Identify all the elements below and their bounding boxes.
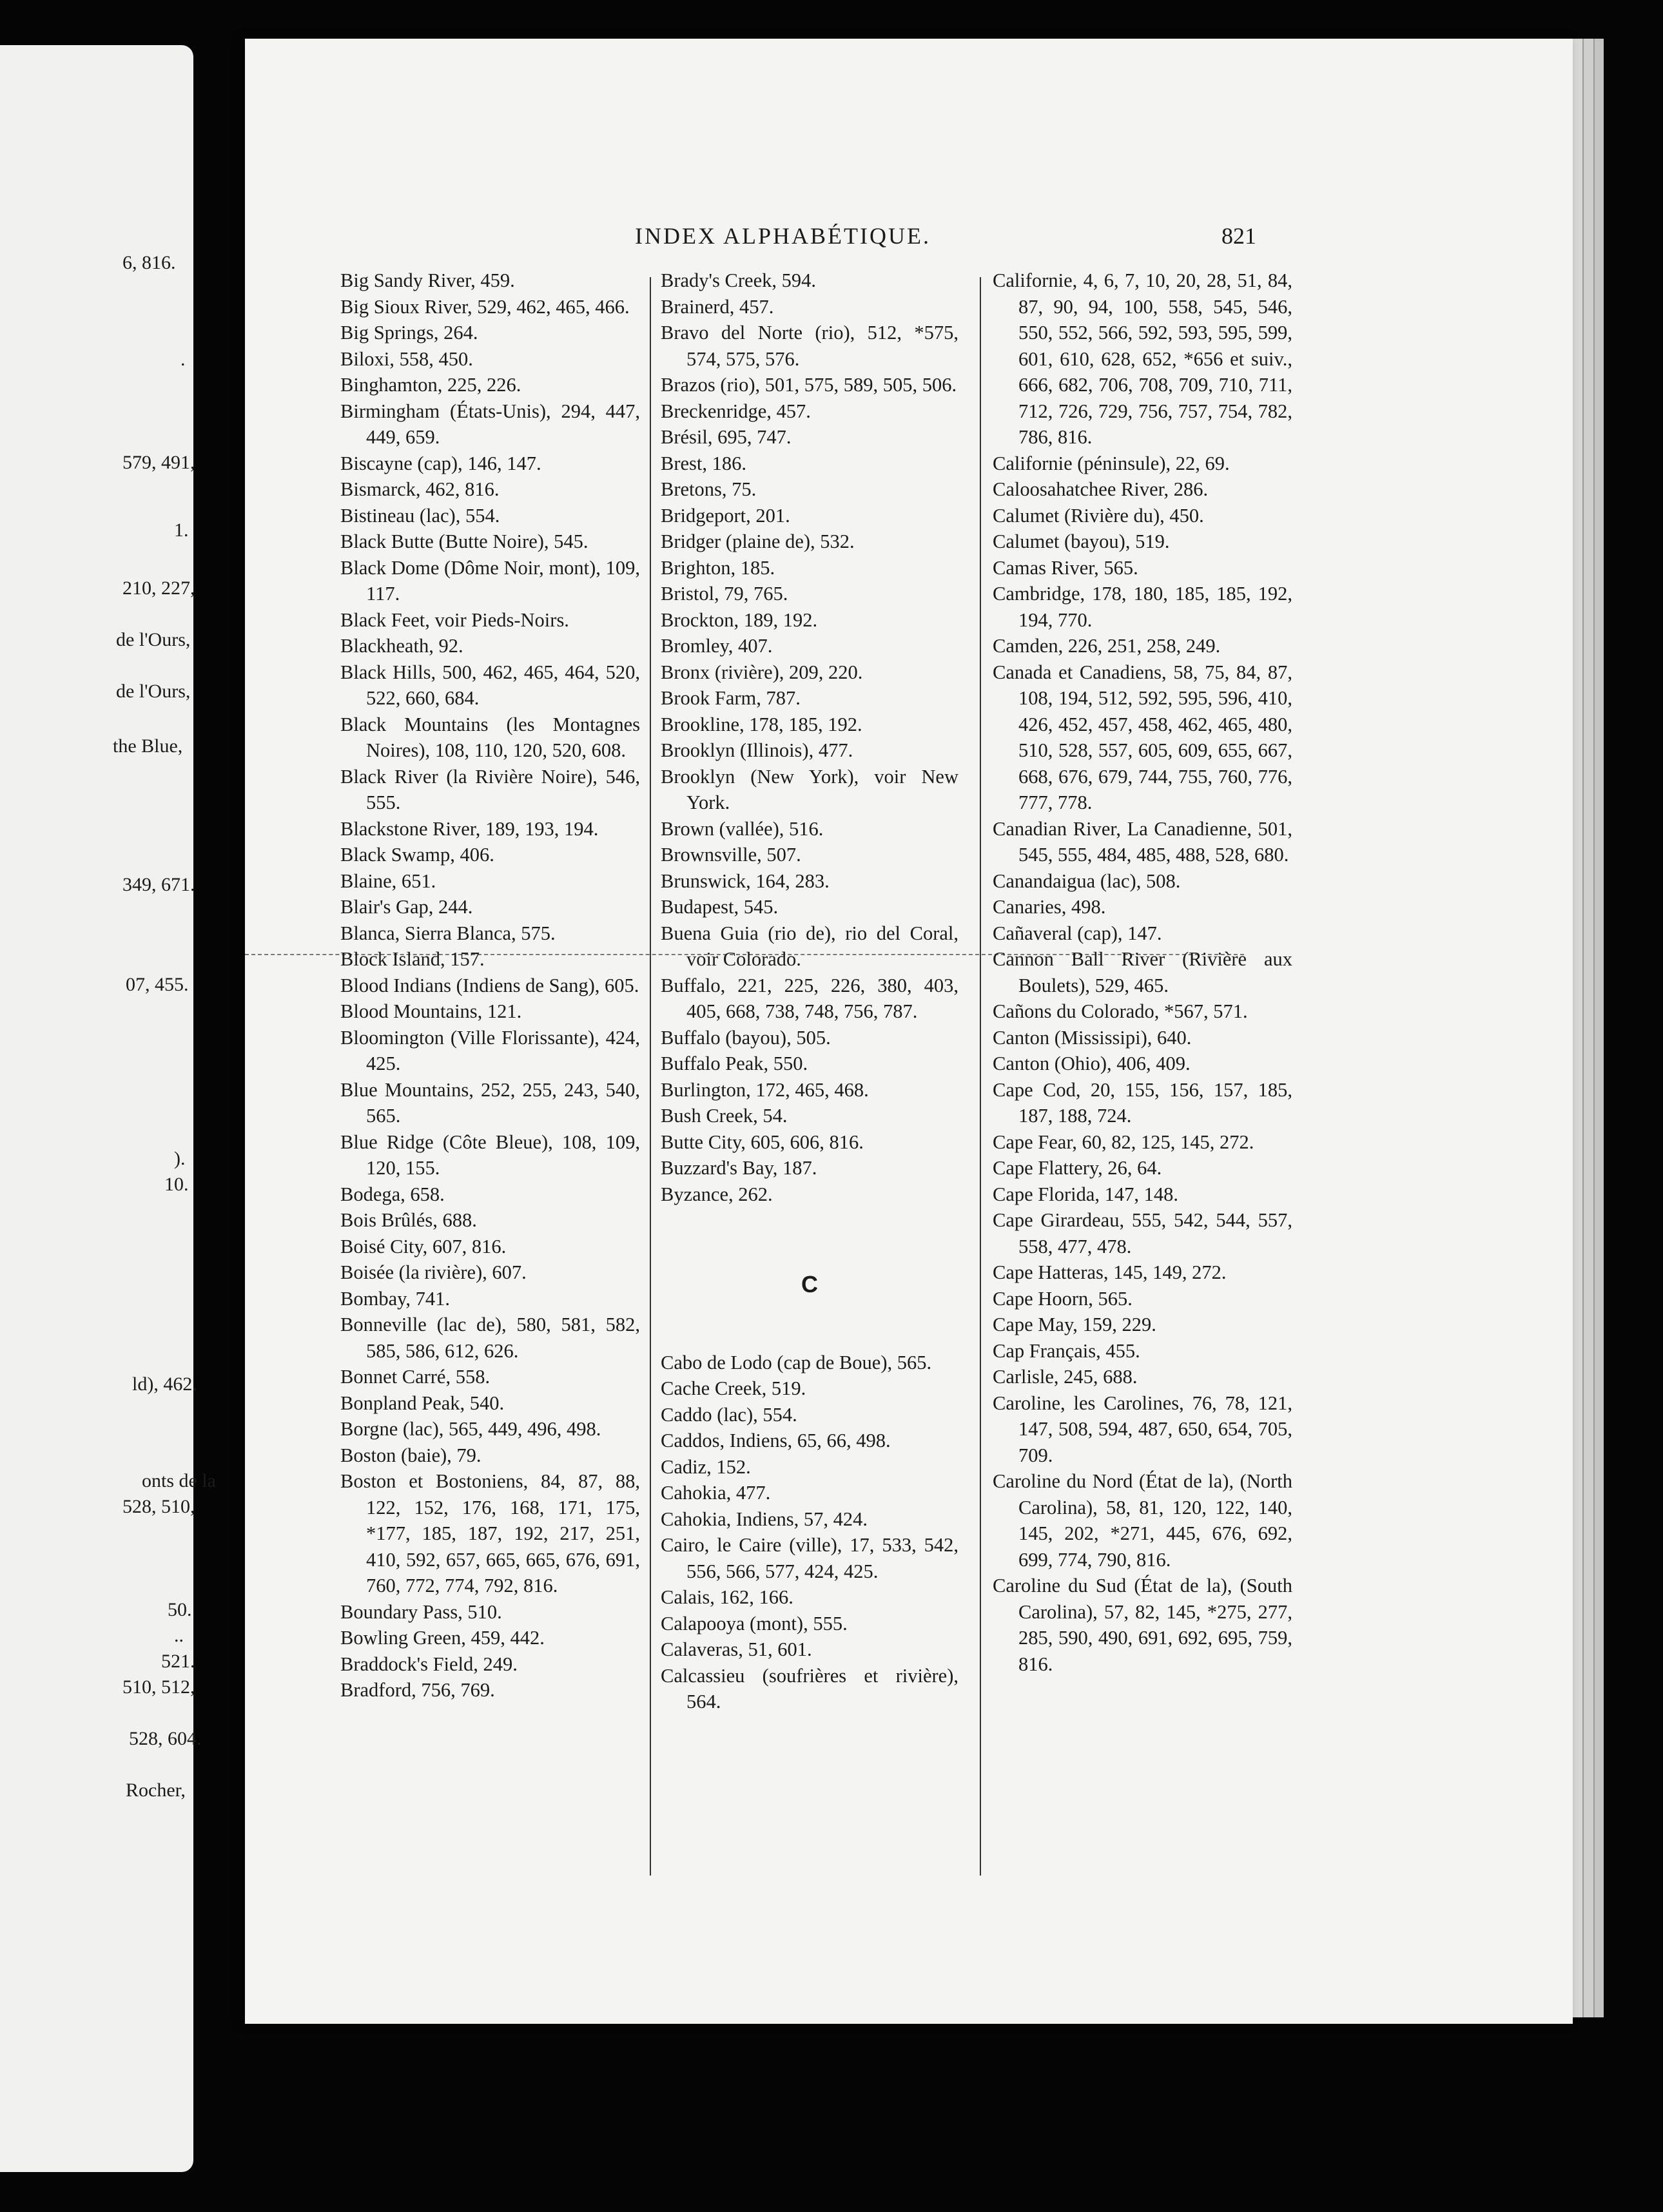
- index-entry: Cape Hoorn, 565.: [993, 1287, 1133, 1310]
- index-entry: Cape May, 159, 229.: [993, 1314, 1156, 1335]
- previous-page-text: ..: [174, 1625, 184, 1646]
- index-entry: Bonneville (lac de), 580, 581, 582, 585, 586, 612, 626.: [340, 1314, 640, 1362]
- index-entry: Calais, 162, 166.: [661, 1586, 793, 1608]
- index-entry: Brockton, 189, 192.: [661, 608, 818, 631]
- index-entry: Bretons, 75.: [661, 478, 757, 500]
- index-entry: Buffalo (bayou), 505.: [661, 1026, 831, 1049]
- page-number: 821: [1221, 223, 1256, 249]
- index-entry: Californie (péninsule), 22, 69.: [993, 452, 1230, 474]
- previous-page-text: Rocher,: [126, 1780, 186, 1801]
- index-entry: Cairo, le Caire (ville), 17, 533, 542, 556, 566, 577, 424, 425.: [661, 1534, 958, 1582]
- index-entry: Caddos, Indiens, 65, 66, 498.: [661, 1430, 891, 1451]
- index-entry: Caroline, les Carolines, 76, 78, 121, 147, 508, 594, 487, 650, 654, 705, 709.: [993, 1392, 1292, 1466]
- index-entry: Borgne (lac), 565, 449, 496, 498.: [340, 1418, 601, 1440]
- column-rule: [650, 277, 651, 1876]
- index-entry: Big Sioux River, 529, 462, 465, 466.: [340, 295, 630, 318]
- index-entry: Brooklyn (Illinois), 477.: [661, 739, 853, 761]
- index-entry: Cape Cod, 20, 155, 156, 157, 185, 187, 188, 724.: [993, 1078, 1292, 1127]
- index-entry: Boston (baie), 79.: [340, 1444, 481, 1466]
- index-entry: Butte City, 605, 606, 816.: [661, 1130, 864, 1153]
- index-column-1: [340, 267, 640, 1703]
- previous-page-text: 521.: [161, 1651, 195, 1672]
- index-entry: Brest, 186.: [661, 452, 747, 474]
- index-entry: Brown (vallée), 516.: [661, 817, 824, 840]
- index-entry: Bodega, 658.: [340, 1183, 445, 1205]
- index-entry: Blood Indians (Indiens de Sang), 605.: [340, 974, 639, 996]
- index-entry: Cañaveral (cap), 147.: [993, 922, 1162, 944]
- index-entry: Boisée (la rivière), 607.: [340, 1261, 527, 1283]
- index-entry: Bois Brûlés, 688.: [340, 1209, 477, 1231]
- index-entry: Brainerd, 457.: [661, 295, 774, 318]
- index-entry: Boundary Pass, 510.: [340, 1600, 502, 1623]
- index-entry: Cannon Ball River (Rivière aux Boulets), 529, 465.: [993, 948, 1292, 996]
- index-entry: Calumet (bayou), 519.: [993, 530, 1170, 552]
- index-entry: Blair's Gap, 244.: [340, 896, 473, 918]
- previous-page-text: 510, 512,: [122, 1676, 195, 1698]
- previous-page-edge: [0, 45, 216, 2172]
- index-entry: Cadiz, 152.: [661, 1455, 751, 1478]
- index-entry: Bravo del Norte (rio), 512, *575, 574, 575, 576.: [661, 322, 958, 370]
- running-title: INDEX ALPHABÉTIQUE.: [635, 223, 931, 249]
- index-entry: Burlington, 172, 465, 468.: [661, 1078, 869, 1101]
- index-entry: Bonpland Peak, 540.: [340, 1392, 505, 1414]
- index-entry: Biloxi, 558, 450.: [340, 347, 473, 370]
- index-entry: Californie, 4, 6, 7, 10, 20, 28, 51, 84, 87, 90, 94, 100, 558, 545, 546, 550, 552, 566, 592, 593, 595, 599, 601, 610, 628, 652, *656 et suiv., 666, 682, 706, 708, 709, 710, 711, 712, 726, 729, 756, 757, 754, 782, 786, 816.: [993, 269, 1292, 448]
- index-entry: Calaveras, 51, 601.: [661, 1638, 812, 1660]
- previous-page-text: 210, 227,: [122, 577, 195, 599]
- index-entry: Canton (Ohio), 406, 409.: [993, 1053, 1191, 1074]
- index-entry: Cape Girardeau, 555, 542, 544, 557, 558, 477, 478.: [993, 1209, 1292, 1257]
- previous-page-text: 10.: [164, 1174, 189, 1195]
- index-entry: Biscayne (cap), 146, 147.: [340, 452, 541, 474]
- previous-page-text: ld), 462.: [132, 1373, 197, 1395]
- index-entry: Braddock's Field, 249.: [340, 1653, 518, 1675]
- previous-page-text: ).: [174, 1148, 186, 1169]
- index-entry: Blue Mountains, 252, 255, 243, 540, 565.: [340, 1078, 640, 1127]
- index-entry: Buena Guia (rio de), rio del Coral, voir Colorado.: [661, 922, 958, 970]
- previous-page-text: 349, 671.: [122, 874, 195, 895]
- previous-page-text: onts de la: [142, 1470, 216, 1491]
- index-entry: Blanca, Sierra Blanca, 575.: [340, 922, 556, 944]
- index-entry: Big Sandy River, 459.: [340, 269, 515, 291]
- previous-page-text: the Blue,: [113, 735, 183, 757]
- index-entry: Cahokia, Indiens, 57, 424.: [661, 1508, 868, 1530]
- index-entry: Boston et Bostoniens, 84, 87, 88, 122, 152, 176, 168, 171, 175, *177, 185, 187, 192, 217, 251, 410, 592, 657, 665, 665, 676, 691, 760, 772, 774, 792, 816.: [340, 1470, 640, 1596]
- index-entry: Canton (Mississipi), 640.: [993, 1026, 1192, 1049]
- index-entry: Caroline du Sud (État de la), (South Carolina), 57, 82, 145, *275, 277, 285, 590, 490, 691, 692, 695, 759, 816.: [993, 1575, 1292, 1675]
- index-entry: Cape Hatteras, 145, 149, 272.: [993, 1261, 1227, 1283]
- index-entry: Bradford, 756, 769.: [340, 1679, 495, 1701]
- index-entry: Black Hills, 500, 462, 465, 464, 520, 522, 660, 684.: [340, 661, 640, 709]
- index-entry: Blackstone River, 189, 193, 194.: [340, 817, 599, 840]
- index-entry: Bowling Green, 459, 442.: [340, 1627, 545, 1649]
- previous-page-text: 50.: [168, 1599, 192, 1620]
- index-entry: Budapest, 545.: [661, 896, 779, 918]
- column-rule: [980, 277, 981, 1876]
- index-entry: Black Butte (Butte Noire), 545.: [340, 530, 588, 552]
- index-entry: Binghamton, 225, 226.: [340, 374, 521, 396]
- index-entry: Cahokia, 477.: [661, 1482, 771, 1504]
- index-entry: Blood Mountains, 121.: [340, 1000, 522, 1022]
- index-entry: Black Feet, voir Pieds-Noirs.: [340, 608, 569, 631]
- index-entry: Black Mountains (les Montagnes Noires), 108, 110, 120, 520, 608.: [340, 713, 640, 761]
- index-entry: Camas River, 565.: [993, 556, 1138, 579]
- index-entry: Bush Creek, 54.: [661, 1105, 788, 1127]
- previous-page-text: 528, 510,: [122, 1496, 195, 1517]
- index-entry: Blackheath, 92.: [340, 635, 463, 657]
- index-entry: Buzzard's Bay, 187.: [661, 1157, 817, 1179]
- index-column-3: [993, 267, 1292, 1677]
- index-entry: Caroline du Nord (État de la), (North Carolina), 58, 81, 120, 122, 140, 145, 202, *271, 445, 676, 692, 699, 774, 790, 816.: [993, 1470, 1292, 1571]
- index-entry: Black Dome (Dôme Noir, mont), 109, 117.: [340, 556, 640, 605]
- index-entry: Brownsville, 507.: [661, 844, 801, 866]
- previous-page-text: 579, 491,: [122, 452, 195, 473]
- index-entry: Black Swamp, 406.: [340, 844, 494, 866]
- index-entry: Bridger (plaine de), 532.: [661, 530, 855, 552]
- index-entry: Blue Ridge (Côte Bleue), 108, 109, 120, 155.: [340, 1130, 640, 1179]
- index-entry: Bombay, 741.: [340, 1287, 450, 1310]
- index-entry: Camden, 226, 251, 258, 249.: [993, 635, 1221, 657]
- index-entry: Buffalo, 221, 225, 226, 380, 403, 405, 668, 738, 748, 756, 787.: [661, 974, 958, 1022]
- index-entry: Calumet (Rivière du), 450.: [993, 504, 1204, 527]
- index-entry: Brady's Creek, 594.: [661, 269, 816, 291]
- index-entry: Canandaigua (lac), 508.: [993, 869, 1181, 892]
- index-entry: Calcassieu (soufrières et rivière), 564.: [661, 1664, 958, 1712]
- index-entry: Canadian River, La Canadienne, 501, 545, 555, 484, 485, 488, 528, 680.: [993, 817, 1292, 866]
- previous-page-text: 1.: [174, 519, 189, 541]
- index-entry: Block Island, 157.: [340, 948, 485, 970]
- index-entry: Bridgeport, 201.: [661, 504, 790, 527]
- section-letter: C: [801, 1271, 818, 1297]
- index-entry: Big Springs, 264.: [340, 322, 478, 344]
- previous-page-text: de l'Ours,: [116, 681, 191, 702]
- index-entry: Bismarck, 462, 816.: [340, 478, 500, 500]
- index-entry: Cache Creek, 519.: [661, 1377, 806, 1399]
- index-entry: Cape Flattery, 26, 64.: [993, 1157, 1162, 1179]
- page-stack-edge: [1593, 39, 1604, 2017]
- index-entry: Bonnet Carré, 558.: [340, 1366, 491, 1388]
- index-entry: Bronx (rivière), 209, 220.: [661, 661, 863, 683]
- index-entry: Blaine, 651.: [340, 869, 436, 892]
- index-entry: Calapooya (mont), 555.: [661, 1612, 848, 1635]
- index-entry: Cap Français, 455.: [993, 1339, 1140, 1362]
- index-entry: Brazos (rio), 501, 575, 589, 505, 506.: [661, 374, 957, 396]
- index-entry: Buffalo Peak, 550.: [661, 1053, 808, 1074]
- index-entry: Cape Fear, 60, 82, 125, 145, 272.: [993, 1130, 1254, 1153]
- previous-page-text: 528, 604.: [129, 1728, 202, 1749]
- previous-page-text: de l'Ours,: [116, 629, 191, 650]
- index-entry: Boisé City, 607, 816.: [340, 1235, 507, 1257]
- index-entry: Brunswick, 164, 283.: [661, 869, 830, 892]
- index-entry: Brooklyn (New York), voir New York.: [661, 765, 958, 813]
- index-page: [245, 39, 1573, 2024]
- index-entry: Brookline, 178, 185, 192.: [661, 713, 862, 735]
- index-entry: Byzance, 262.: [661, 1183, 773, 1205]
- index-entry: Cambridge, 178, 180, 185, 185, 192, 194, 770.: [993, 583, 1292, 631]
- previous-page-text: 07, 455.: [126, 974, 189, 995]
- index-entry: Black River (la Rivière Noire), 546, 555.: [340, 765, 640, 813]
- page-header: [245, 222, 1573, 255]
- index-entry: Brésil, 695, 747.: [661, 426, 792, 448]
- index-entry: Bromley, 407.: [661, 635, 773, 657]
- index-entry: Bristol, 79, 765.: [661, 583, 788, 605]
- index-entry: Birmingham (États-Unis), 294, 447, 449, 659.: [340, 400, 640, 448]
- index-entry: Cape Florida, 147, 148.: [993, 1183, 1179, 1205]
- index-entry: Cabo de Lodo (cap de Boue), 565.: [661, 1351, 932, 1373]
- index-entry: Caddo (lac), 554.: [661, 1403, 797, 1426]
- index-entry: Cañons du Colorado, *567, 571.: [993, 1000, 1248, 1022]
- index-entry: Brook Farm, 787.: [661, 687, 801, 709]
- index-entry: Caloosahatchee River, 286.: [993, 478, 1209, 500]
- previous-page-text: 6, 816.: [122, 252, 176, 273]
- index-column-2: [661, 267, 958, 1715]
- index-entry: Canada et Canadiens, 58, 75, 84, 87, 108, 194, 512, 592, 595, 596, 410, 426, 452, 457, 458, 462, 465, 480, 510, 528, 557, 605, 609, 655, 667, 668, 676, 679, 744, 755, 760, 776, 777, 778.: [993, 661, 1292, 813]
- previous-page-text: .: [180, 349, 186, 370]
- index-entry: Bistineau (lac), 554.: [340, 504, 500, 527]
- index-entry: Bloomington (Ville Florissante), 424, 425.: [340, 1026, 640, 1074]
- index-entry: Carlisle, 245, 688.: [993, 1366, 1138, 1388]
- index-entry: Brighton, 185.: [661, 556, 775, 579]
- index-entry: Breckenridge, 457.: [661, 400, 811, 422]
- index-entry: Canaries, 498.: [993, 896, 1106, 918]
